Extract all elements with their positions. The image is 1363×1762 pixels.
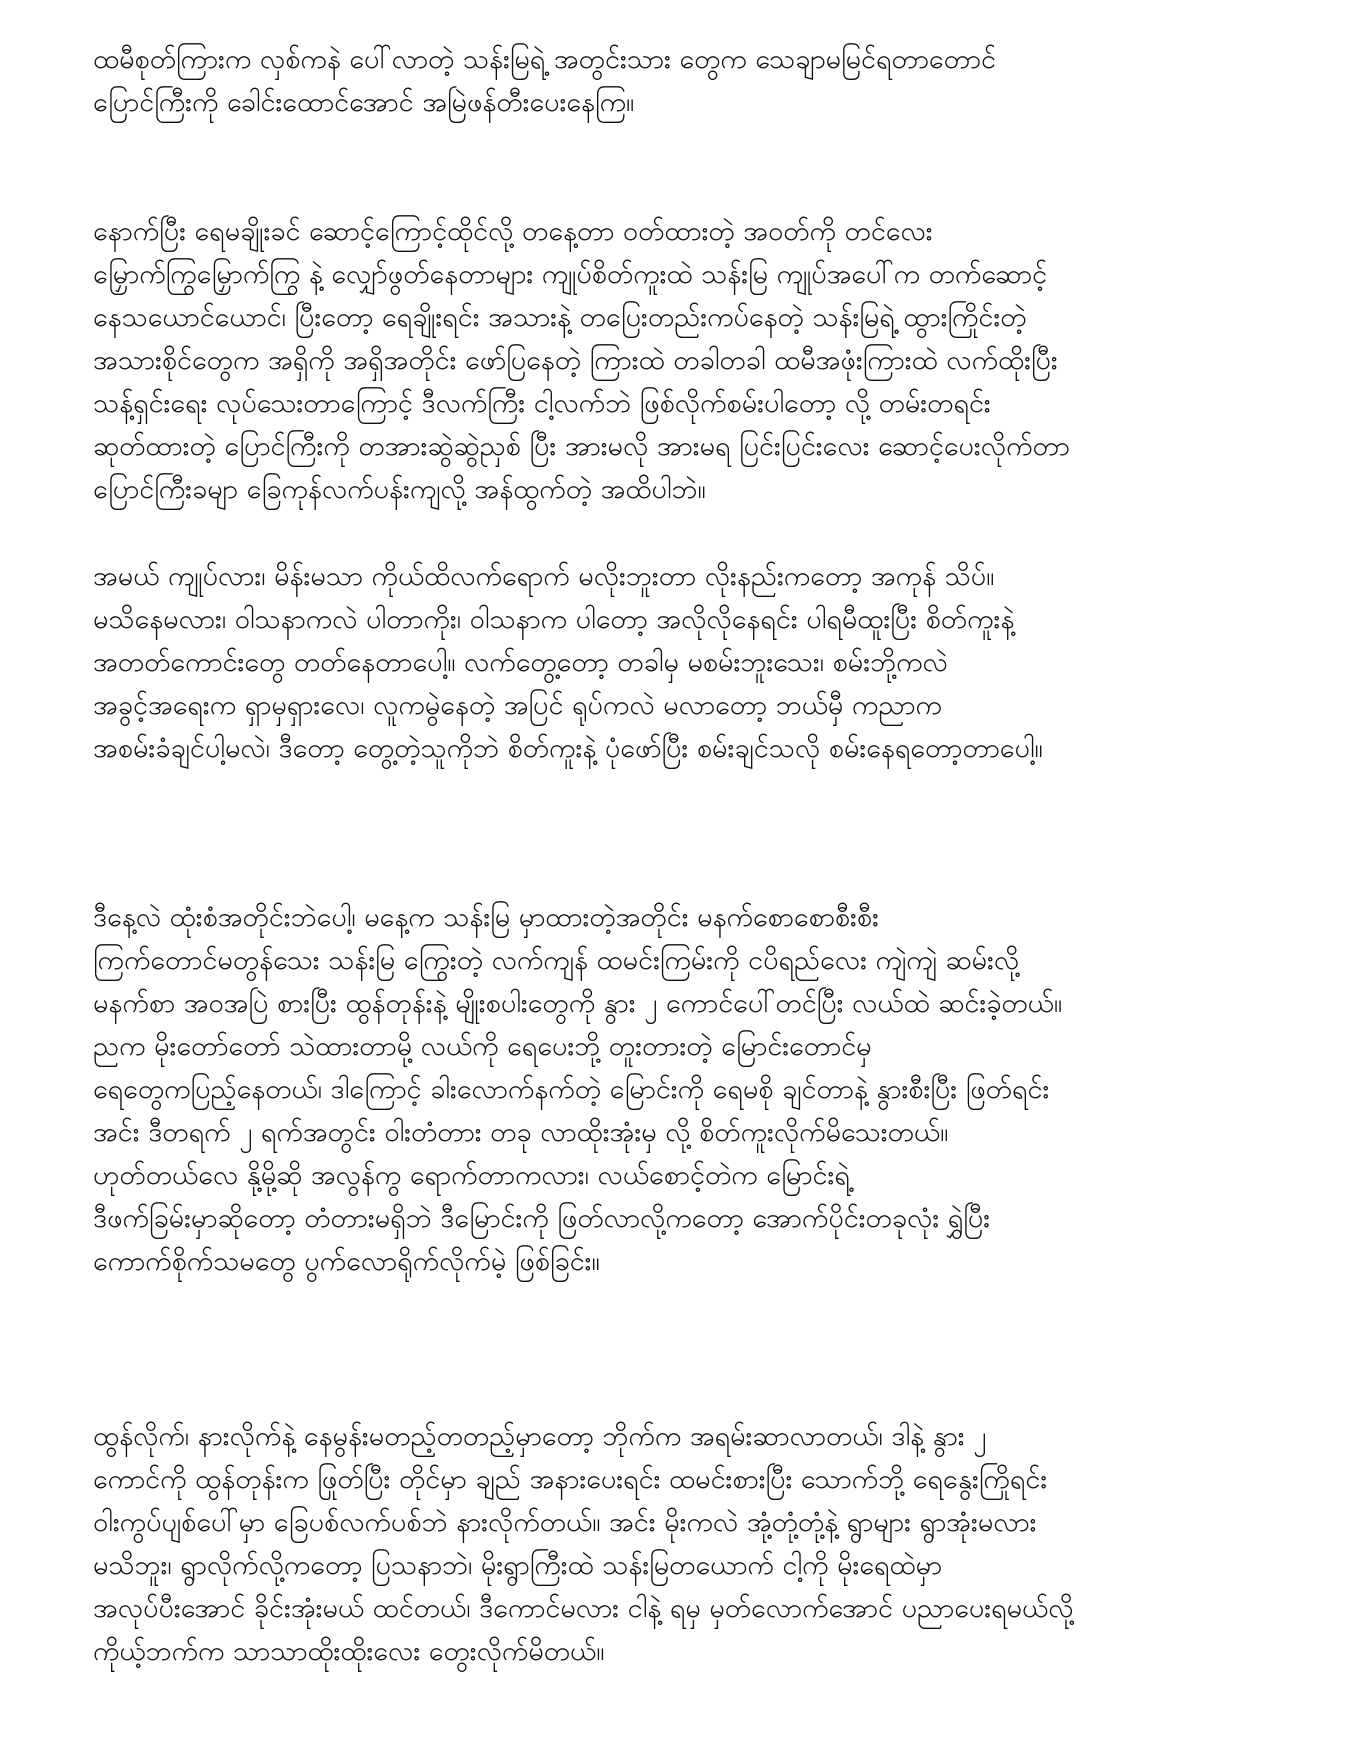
text-line: ရေတွေကပြည့်နေတယ်၊ ဒါကြောင့် ခါးလောက်နက်တဲ့ မြောင်းကို ရေမစို ချင်တာနဲ့ နွားစီးပြီး ဖြတ်ရင်း <box>93 1074 1050 1105</box>
text-line: ကြက်တောင်မတွန်သေး သန်းမြ ကြွေးတဲ့ လက်ကျန် ထမင်းကြမ်းကို ငပိရည်လေး ကျဲကျဲ ဆမ်းလို့ <box>93 945 1020 976</box>
text-line: ညက မိုးတော်တော် သဲထားတာမို့ လယ်ကို ရေပေးဘို့ တူးတားတဲ့ မြောင်းတောင်မှ <box>93 1031 872 1062</box>
text-line: ပြောင်ကြီးခမျာ ခြေကုန်လက်ပန်းကျလို့ အန်ထွက်တဲ့ အထိပါဘဲ။ <box>93 474 706 505</box>
text-line: အခွင့်အရေးက ရှာမှရှားလေ၊ လူကမွဲနေတဲ့ အပြင် ရုပ်ကလဲ မလာတော့ ဘယ်မှီ ကညာက <box>93 690 942 721</box>
text-line: ဒီနေ့လဲ ထုံးစံအတိုင်းဘဲပေါ့၊ မနေ့က သန်းမြ မှာထားတဲ့အတိုင်း မနက်စောစောစီးစီး <box>93 902 879 933</box>
text-line: ဟုတ်တယ်လေ နို့မို့ဆို အလွန်ကွ ရောက်တာကလား၊ လယ်စောင့်တဲက မြောင်းရဲ့ <box>93 1160 850 1191</box>
paragraph-2 <box>93 210 1303 511</box>
paragraph-4 <box>93 896 1303 1283</box>
text-line: ထွန်လိုက်၊ နားလိုက်နဲ့ နေမွန်းမတည့်တတည့်မှာတော့ ဘိုက်က အရမ်းဆာလာတယ်၊ ဒါနဲ့ နွား ၂ <box>93 1421 987 1452</box>
paragraph-5 <box>93 1415 1303 1673</box>
text-line: အလုပ်ပီးအောင် ခိုင်းအုံးမယ် ထင်တယ်၊ ဒီကောင်မလား ငါနဲ့ ရမှ မှတ်လောက်အောင် ပညာပေးရမယ်လို့ <box>93 1593 1074 1624</box>
text-line: ကောင်ကို ထွန်တုန်းက ဖြုတ်ပြီး တိုင်မှာ ချည် အနားပေးရင်း ထမင်းစားပြီး သောက်ဘို့ ရေနွေးကြိုရင်း <box>93 1464 1048 1495</box>
text-line: အင်း ဒီတရက် ၂ ရက်အတွင်း ဝါးတံတား တခု လာထိုးအုံးမှ လို့ စိတ်ကူးလိုက်မိသေးတယ်။ <box>93 1117 949 1148</box>
text-line: အစမ်းခံချင်ပါ့မလဲ၊ ဒီတော့ တွေ့တဲ့သူကိုဘဲ စိတ်ကူးနဲ့ ပုံဖော်ပြီး စမ်းချင်သလို စမ်းနေရတော့တာပေါ့။ <box>93 733 1043 764</box>
text-line: ပြောင်ကြီးကို ခေါင်းထောင်အောင် အမြဲဖန်တီးပေးနေကြ။ <box>93 87 635 118</box>
text-line: ဒီဖက်ခြမ်းမှာဆိုတော့ တံတားမရှိဘဲ ဒီမြောင်းကို ဖြတ်လာလို့ကတော့ အောက်ပိုင်းတခုလုံး ရွှဲပြီး <box>93 1203 991 1234</box>
text-line: ကိုယ့်ဘက်က သာသာထိုးထိုးလေး တွေးလိုက်မိတယ်။ <box>93 1636 605 1667</box>
text-line: မနက်စာ အဝအပြဲ စားပြီး ထွန်တုန်းနဲ့ မျိုးစပါးတွေကို နွား ၂ ကောင်ပေါ်တင်ပြီး လယ်ထဲ ဆင်းခဲ့တယ်။ <box>93 988 1063 1019</box>
text-line: ဆုတ်ထားတဲ့ ပြောင်ကြီးကို တအားဆွဲဆွဲညှစ် ပြီး အားမလို အားမရ ပြင်းပြင်းလေး ဆောင့်ပေးလိုက်တာ <box>93 431 1070 462</box>
text-line: ကောက်စိုက်သမတွေ ပွက်လောရိုက်လိုက်မဲ့ ဖြစ်ခြင်း။ <box>93 1246 600 1277</box>
text-line: အတတ်ကောင်းတွေ တတ်နေတာပေါ့။ လက်တွေ့တော့ တခါမှ မစမ်းဘူးသေး၊ စမ်းဘို့ကလဲ <box>93 647 948 678</box>
paragraph-1 <box>93 38 1303 124</box>
text-line: သန့်ရှင်းရေး လုပ်သေးတာကြောင့် ဒီလက်ကြီး ငါ့လက်ဘဲ ဖြစ်လိုက်စမ်းပါတော့ လို့ တမ်းတရင်း <box>93 388 991 419</box>
text-line: ဝါးကွပ်ပျစ်ပေါ်မှာ ခြေပစ်လက်ပစ်ဘဲ နားလိုက်တယ်။ အင်း မိုးကလဲ အုံ့တုံ့တုံ့နဲ့ ရွာများ ရွာအုံးမလား <box>93 1507 1037 1538</box>
text-line: မြှောက်ကြွမြှောက်ကြွ နဲ့ လျှော်ဖွတ်နေတာများ ကျုပ်စိတ်ကူးထဲ သန်းမြ ကျုပ်အပေါ်က တက်ဆောင့် <box>93 259 1048 290</box>
text-line: ထမီစုတ်ကြားက လှစ်ကနဲ ပေါ်လာတဲ့ သန်းမြရဲ့ အတွင်းသား တွေက သေချာမမြင်ရတာတောင် <box>93 44 996 75</box>
paragraph-3 <box>93 555 1303 770</box>
text-line: နေသယောင်ယောင်၊ ပြီးတော့ ရေချိုးရင်း အသားနဲ့ တပြေးတည်းကပ်နေတဲ့ သန်းမြရဲ့ ထွားကြိုင်းတဲ့ <box>93 302 1027 333</box>
text-line: မသိဘူး၊ ရွာလိုက်လို့ကတော့ ပြသနာဘဲ၊ မိုးရွာကြီးထဲ သန်းမြတယောက် ငါ့ကို မိုးရေထဲမှာ <box>93 1550 943 1581</box>
text-line: အမယ် ကျုပ်လား၊ မိန်းမသာ ကိုယ်ထိလက်ရောက် မလိုးဘူးတာ လိုးနည်းကတော့ အကုန် သိပ်။ <box>93 561 995 592</box>
text-line: အသားစိုင်တွေက အရှိကို အရှိအတိုင်း ဖော်ပြနေတဲ့ ကြားထဲ တခါတခါ ထမီအဖုံးကြားထဲ လက်ထိုးပြီး <box>93 345 1058 376</box>
text-line: မသိနေမလား၊ ဝါသနာကလဲ ပါတာကိုး၊ ဝါသနာက ပါတော့ အလိုလိုနေရင်း ပါရမီထူးပြီး စိတ်ကူးနဲ့ <box>93 604 1015 635</box>
text-line: နောက်ပြီး ရေမချိုးခင် ဆောင့်ကြောင့်ထိုင်လို့ တနေ့တာ ဝတ်ထားတဲ့ အဝတ်ကို တင်လေး <box>93 216 933 247</box>
